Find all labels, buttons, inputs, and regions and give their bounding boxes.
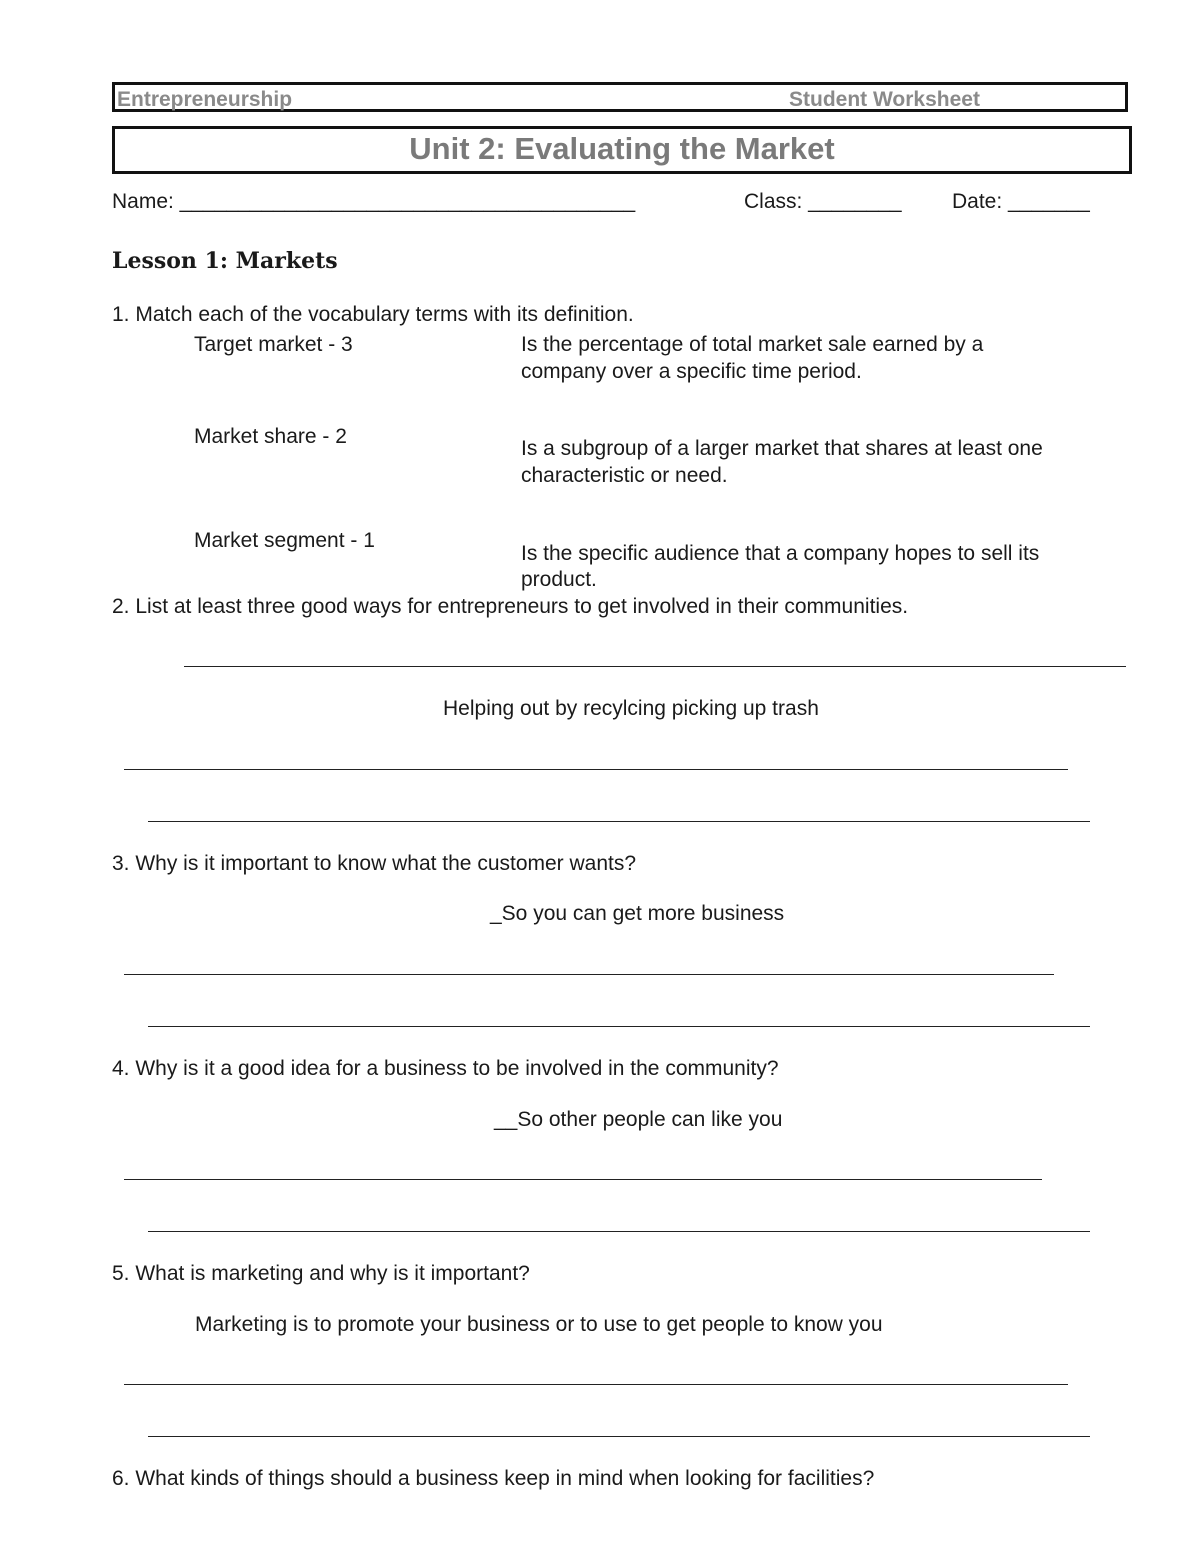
answer-line [124, 769, 1068, 770]
answer-line [124, 1384, 1068, 1385]
name-field[interactable]: Name: _______________________________________ [112, 190, 636, 213]
unit-title: Unit 2: Evaluating the Market [409, 131, 835, 166]
definition-1-line-2: company over a specific time period. [521, 360, 862, 383]
term-target-market: Target market - 3 [194, 333, 353, 356]
class-field[interactable]: Class: ________ [744, 190, 902, 213]
lesson-title: Lesson 1: Markets [112, 248, 338, 274]
q2-answer: Helping out by recylcing picking up trash [443, 697, 819, 720]
term-market-share: Market share - 2 [194, 425, 347, 448]
answer-line [148, 1436, 1090, 1437]
answer-line [148, 1026, 1090, 1027]
course-name: Entrepreneurship [117, 88, 293, 111]
answer-line [184, 666, 1126, 667]
definition-2-line-1: Is a subgroup of a larger market that shares at least one [521, 437, 1043, 460]
q3-prompt: 3. Why is it important to know what the customer wants? [112, 852, 637, 875]
unit-title-box [112, 126, 1132, 174]
header-box [112, 82, 1128, 112]
definition-1-line-1: Is the percentage of total market sale earned by a [521, 333, 984, 356]
q1-prompt: 1. Match each of the vocabulary terms with its definition. [112, 303, 634, 326]
answer-line [124, 974, 1054, 975]
definition-3-line-2: product. [521, 568, 597, 591]
answer-line [124, 1179, 1042, 1180]
q4-prompt: 4. Why is it a good idea for a business to be involved in the community? [112, 1057, 779, 1080]
q5-answer: Marketing is to promote your business or to use to get people to know you [195, 1313, 883, 1336]
date-field[interactable]: Date: _______ [952, 190, 1090, 213]
answer-line [148, 821, 1090, 822]
q3-answer: _So you can get more business [490, 902, 785, 925]
definition-2-line-2: characteristic or need. [521, 464, 728, 487]
document-type: Student Worksheet [789, 88, 980, 111]
term-market-segment: Market segment - 1 [194, 529, 375, 552]
q4-answer: __So other people can like you [494, 1108, 783, 1131]
q5-prompt: 5. What is marketing and why is it important? [112, 1262, 530, 1285]
q6-prompt: 6. What kinds of things should a business keep in mind when looking for facilities? [112, 1467, 875, 1490]
answer-line [148, 1231, 1090, 1232]
definition-3-line-1: Is the specific audience that a company hopes to sell its [521, 542, 1040, 565]
q2-prompt: 2. List at least three good ways for entrepreneurs to get involved in their communities. [112, 595, 909, 618]
